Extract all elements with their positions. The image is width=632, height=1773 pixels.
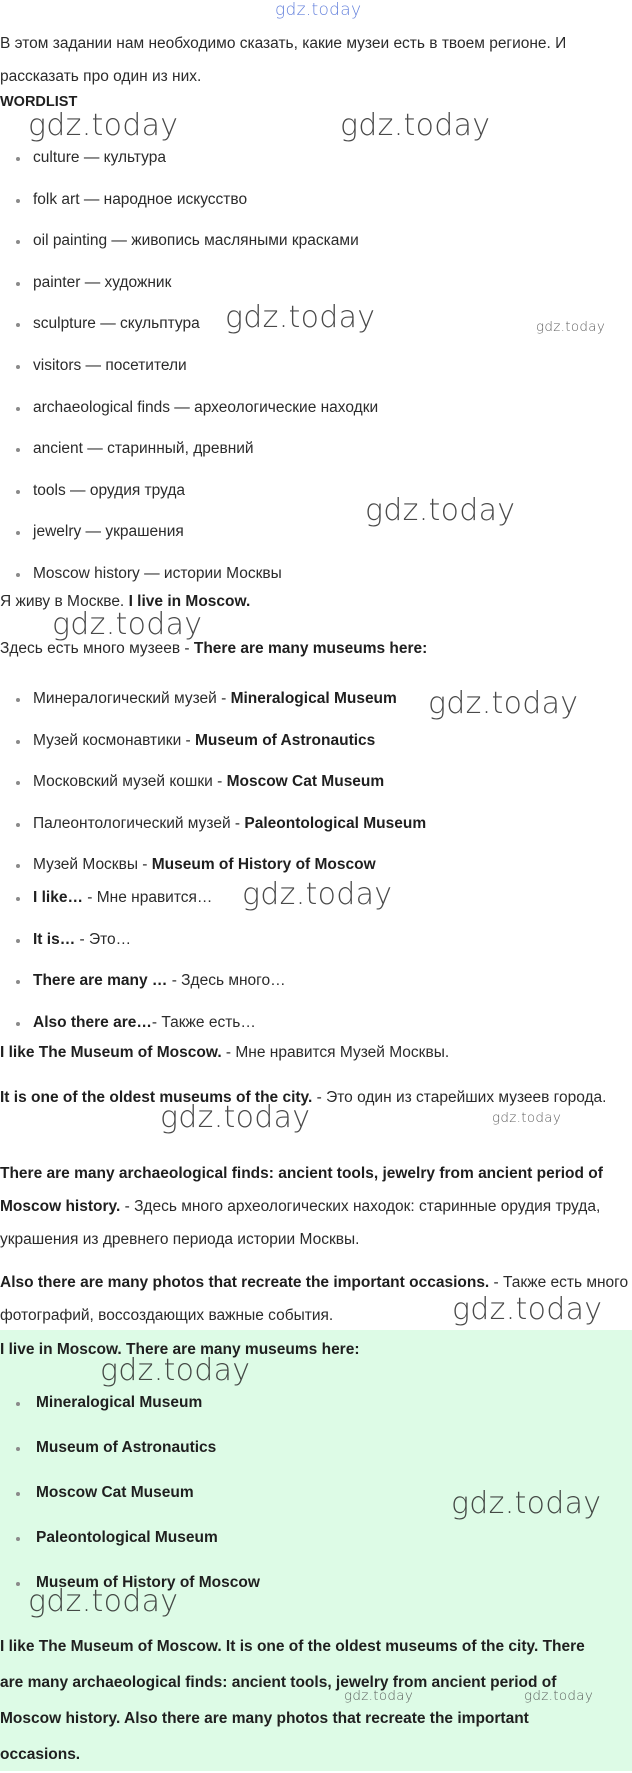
watermark: gdz.today	[492, 1110, 562, 1126]
translation-paragraph: It is one of the oldest museums of the city. - Это один из старейших музеев города.	[0, 1089, 607, 1106]
live-ru: Я живу в Москве.	[0, 593, 125, 610]
list-item: archaeological finds — археологические находки	[0, 397, 632, 439]
watermark: gdz.today	[365, 493, 516, 528]
task-intro: В этом задании нам необходимо сказать, какие музеи есть в твоем регионе. И рассказать про один из них.	[0, 35, 567, 85]
watermark: gdz.today	[225, 300, 376, 335]
list-item: Paleontological Museum	[0, 1527, 632, 1572]
list-item: Also there are…- Также есть…	[0, 1012, 632, 1054]
list-item: Минералогический музей - Mineralogical Museum	[0, 688, 632, 730]
list-item: painter — художник	[0, 272, 632, 314]
list-item: jewelry — украшения	[0, 521, 632, 563]
museums-en: There are many museums here:	[193, 640, 428, 657]
list-item: culture — культура	[0, 147, 632, 189]
wordlist-heading: WORDLIST	[0, 94, 78, 110]
list-item: Музей Москвы - Museum of History of Moscow	[0, 854, 632, 886]
wordlist	[0, 147, 632, 605]
list-item: Moscow Cat Museum	[0, 1482, 632, 1527]
list-item: oil painting — живопись масляными красками	[0, 230, 632, 272]
list-item: Museum of History of Moscow	[0, 1572, 632, 1617]
list-item: Mineralogical Museum	[0, 1392, 632, 1437]
watermark: gdz.today	[340, 108, 491, 143]
watermark: gdz.today	[52, 607, 203, 642]
site-link[interactable]: gdz.today	[275, 0, 362, 20]
list-item: Московский музей кошки - Moscow Cat Museum	[0, 771, 632, 813]
translation-paragraph: Also there are many photos that recreate the important occasions. - Также есть много фотографий, воссоздающих важные события.	[0, 1274, 629, 1324]
watermark: gdz.today	[428, 686, 579, 721]
watermark: gdz.today	[28, 1584, 179, 1619]
watermark: gdz.today	[524, 1688, 594, 1704]
watermark: gdz.today	[242, 877, 393, 912]
watermark: gdz.today	[160, 1100, 311, 1135]
watermark: gdz.today	[536, 319, 606, 335]
museums-ru: Здесь есть много музеев -	[0, 640, 190, 657]
list-item: tools — орудия труда	[0, 480, 632, 522]
translation-paragraph: I like The Museum of Moscow. - Мне нравится Музей Москвы.	[0, 1044, 450, 1061]
watermark: gdz.today	[28, 108, 179, 143]
watermark: gdz.today	[452, 1292, 603, 1327]
watermark: gdz.today	[344, 1688, 414, 1704]
list-item: There are many … - Здесь много…	[0, 970, 632, 1012]
list-item: Палеонтологический музей - Paleontological Museum	[0, 813, 632, 855]
answer-text: I like The Museum of Moscow. It is one of the oldest museums of the city. There are many archaeological finds: ancient tools, jewelry from ancient period of Moscow history. Also there are many photos that recreate the important occasions.	[0, 1638, 585, 1763]
watermark: gdz.today	[100, 1353, 251, 1388]
list-item: sculpture — скульптура	[0, 313, 632, 355]
list-item: visitors — посетители	[0, 355, 632, 397]
watermark: gdz.today	[451, 1486, 602, 1521]
list-item: folk art — народное искусство	[0, 189, 632, 231]
live-en: I live in Moscow.	[128, 593, 251, 610]
list-item: It is… - Это…	[0, 929, 632, 971]
list-item: ancient — старинный, древний	[0, 438, 632, 480]
answer-intro: I live in Moscow. There are many museums here:	[0, 1341, 360, 1358]
list-item: I like… - Мне нравится…	[0, 887, 632, 929]
list-item: Moscow history — истории Москвы	[0, 563, 632, 605]
translation-paragraph: There are many archaeological finds: ancient tools, jewelry from ancient period of Moscow history. - Здесь много археологических находок: старинные орудия труда, украшения из древнего периода истории Москвы.	[0, 1165, 603, 1248]
list-item: Museum of Astronautics	[0, 1437, 632, 1482]
list-item: Музей космонавтики - Museum of Astronautics	[0, 730, 632, 772]
